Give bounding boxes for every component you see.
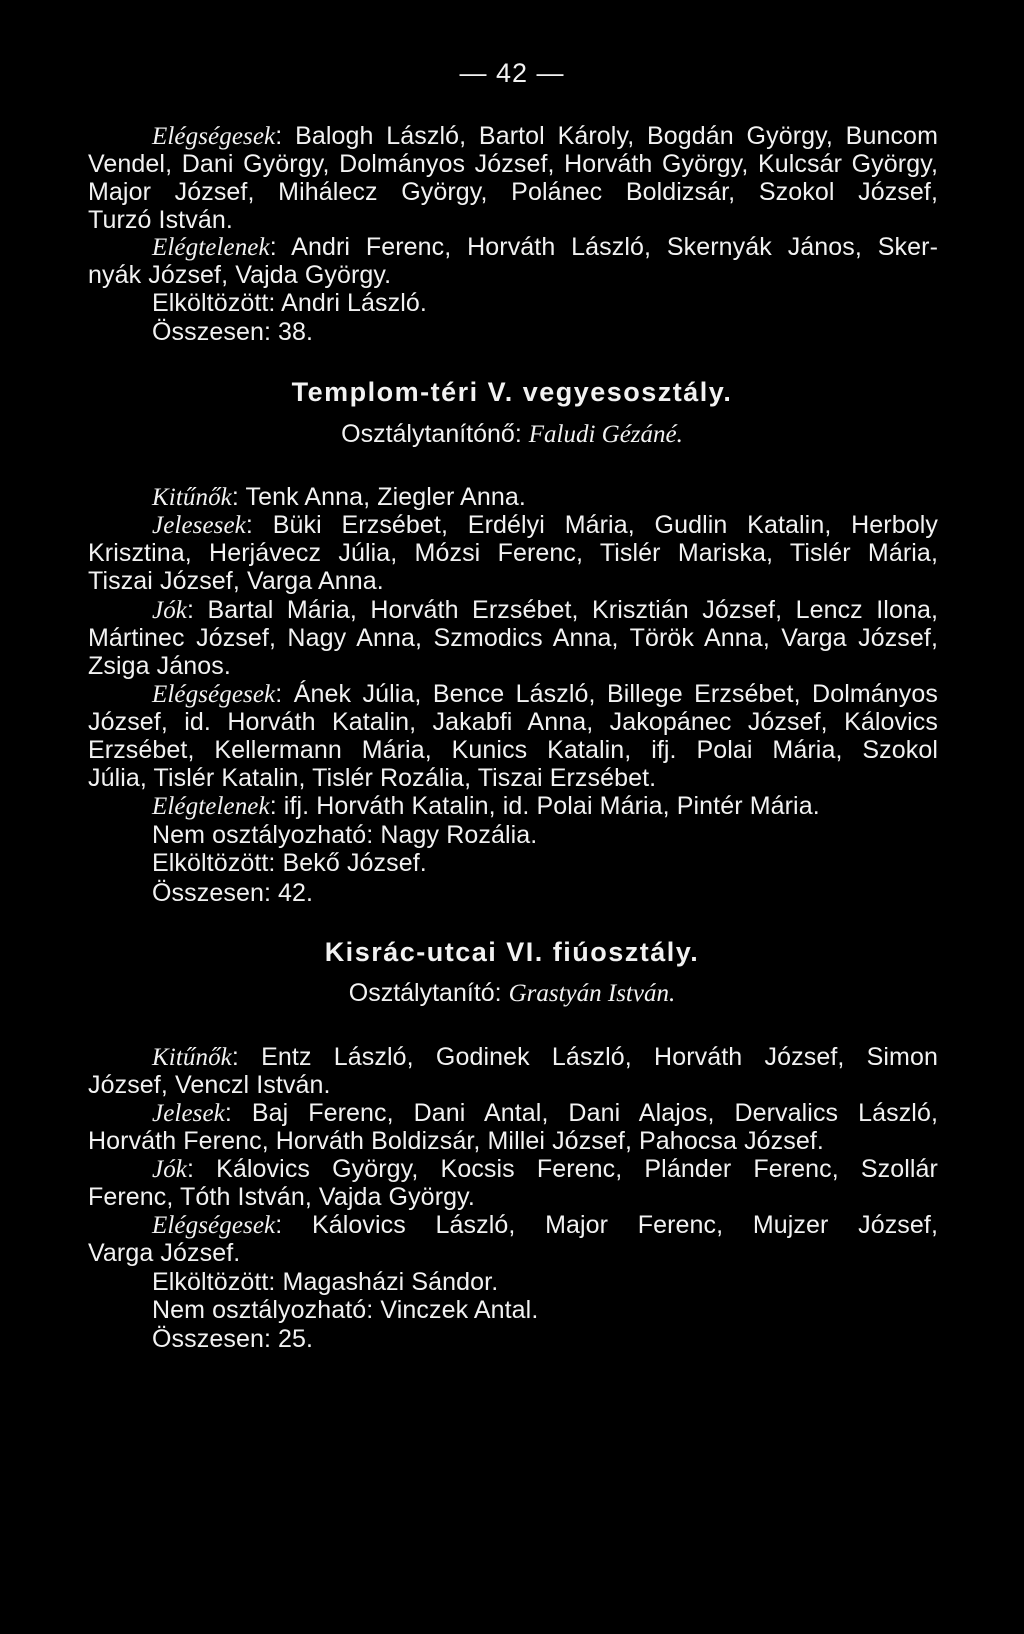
text-line: Elégségesek: Kálovics László, Major Ferenc, Mujzer József,	[152, 1211, 938, 1239]
text-line: Varga József.	[88, 1239, 241, 1267]
grade-label: Jók	[152, 1156, 187, 1183]
teacher-line: Osztálytanító: Grastyán István.	[348, 979, 676, 1007]
text-line: Elköltözött: Andri László.	[152, 289, 427, 317]
grade-label: Elégségesek	[152, 681, 276, 708]
text-line: Horváth Ferenc, Horváth Boldizsár, Millei József, Pahocsa József.	[88, 1127, 824, 1155]
text-line: Elégtelenek: Andri Ferenc, Horváth László, Skernyák János, Sker-	[152, 233, 938, 261]
teacher-name: Grastyán István.	[508, 980, 676, 1007]
text-line: Jelesesek: Büki Erzsébet, Erdélyi Mária, Gudlin Katalin, Herboly	[152, 511, 938, 539]
grade-label: Kitűnők	[152, 1044, 232, 1071]
text-line: Jók: Bartal Mária, Horváth Erzsébet, Krisztián József, Lencz Ilona,	[152, 596, 938, 624]
grade-label: Jók	[152, 597, 187, 624]
text-line: Összesen: 25.	[152, 1325, 314, 1353]
text-line: Elégségesek: Balogh László, Bartol Károly, Bogdán György, Buncom	[152, 122, 938, 150]
text-line: Összesen: 42.	[152, 879, 314, 907]
grade-label: Elégségesek	[152, 1212, 276, 1239]
text-line: Nem osztályozható: Nagy Rozália.	[152, 821, 538, 849]
teacher-line: Osztálytanítónő: Faludi Gézáné.	[341, 420, 683, 448]
section-heading: Kisrác-utcai VI. fiúosztály.	[324, 937, 700, 967]
text-line: Erzsébet, Kellermann Mária, Kunics Katalin, ifj. Polai Mária, Szokol	[88, 736, 938, 764]
text-line: Ferenc, Tóth István, Vajda György.	[88, 1183, 475, 1211]
grade-label: Elégtelenek	[152, 793, 270, 820]
page-number: — 42 —	[459, 58, 565, 88]
text-line: Elégségesek: Ánek Júlia, Bence László, Billege Erzsébet, Dolmányos	[152, 680, 938, 708]
text-line: Vendel, Dani György, Dolmányos József, Horváth György, Kulcsár György,	[88, 150, 938, 178]
text-line: Tiszai József, Varga Anna.	[88, 567, 384, 595]
section-heading: Templom-téri V. vegyesosztály.	[291, 377, 733, 407]
text-line: Jelesek: Baj Ferenc, Dani Antal, Dani Alajos, Dervalics László,	[152, 1099, 938, 1127]
text-line: József, Venczl István.	[88, 1071, 331, 1099]
text-line: Elköltözött: Bekő József.	[152, 849, 427, 877]
text-line: Kitűnők: Entz László, Godinek László, Horváth József, Simon	[152, 1043, 938, 1071]
text-line: Elköltözött: Magasházi Sándor.	[152, 1268, 499, 1296]
text-line: Júlia, Tislér Katalin, Tislér Rozália, Tiszai Erzsébet.	[88, 764, 657, 792]
text-line: Zsiga János.	[88, 652, 231, 680]
text-line: Nem osztályozható: Vinczek Antal.	[152, 1296, 539, 1324]
grade-label: Jelesek	[152, 1100, 225, 1127]
text-line: Mártinec József, Nagy Anna, Szmodics Anna, Török Anna, Varga József,	[88, 624, 938, 652]
text-line: Major József, Mihálecz György, Polánec Boldizsár, Szokol József,	[88, 178, 938, 206]
text-line: Kitűnők: Tenk Anna, Ziegler Anna.	[152, 483, 526, 511]
text-line: Jók: Kálovics György, Kocsis Ferenc, Plánder Ferenc, Szollár	[152, 1155, 938, 1183]
grade-label: Jelesesek	[152, 512, 246, 539]
grade-label: Elégtelenek	[152, 234, 270, 261]
text-line: Összesen: 38.	[152, 318, 314, 346]
text-line: József, id. Horváth Katalin, Jakabfi Anna, Jakopánec József, Kálovics	[88, 708, 938, 736]
grade-label: Elégségesek	[152, 123, 276, 150]
text-line: Elégtelenek: ifj. Horváth Katalin, id. Polai Mária, Pintér Mária.	[152, 792, 820, 820]
text-line: nyák József, Vajda György.	[88, 261, 392, 289]
text-line: Turzó István.	[88, 206, 233, 234]
teacher-name: Faludi Gézáné.	[528, 421, 683, 448]
text-line: Krisztina, Herjávecz Júlia, Mózsi Ferenc, Tislér Mariska, Tislér Mária,	[88, 539, 938, 567]
grade-label: Kitűnők	[152, 484, 232, 511]
